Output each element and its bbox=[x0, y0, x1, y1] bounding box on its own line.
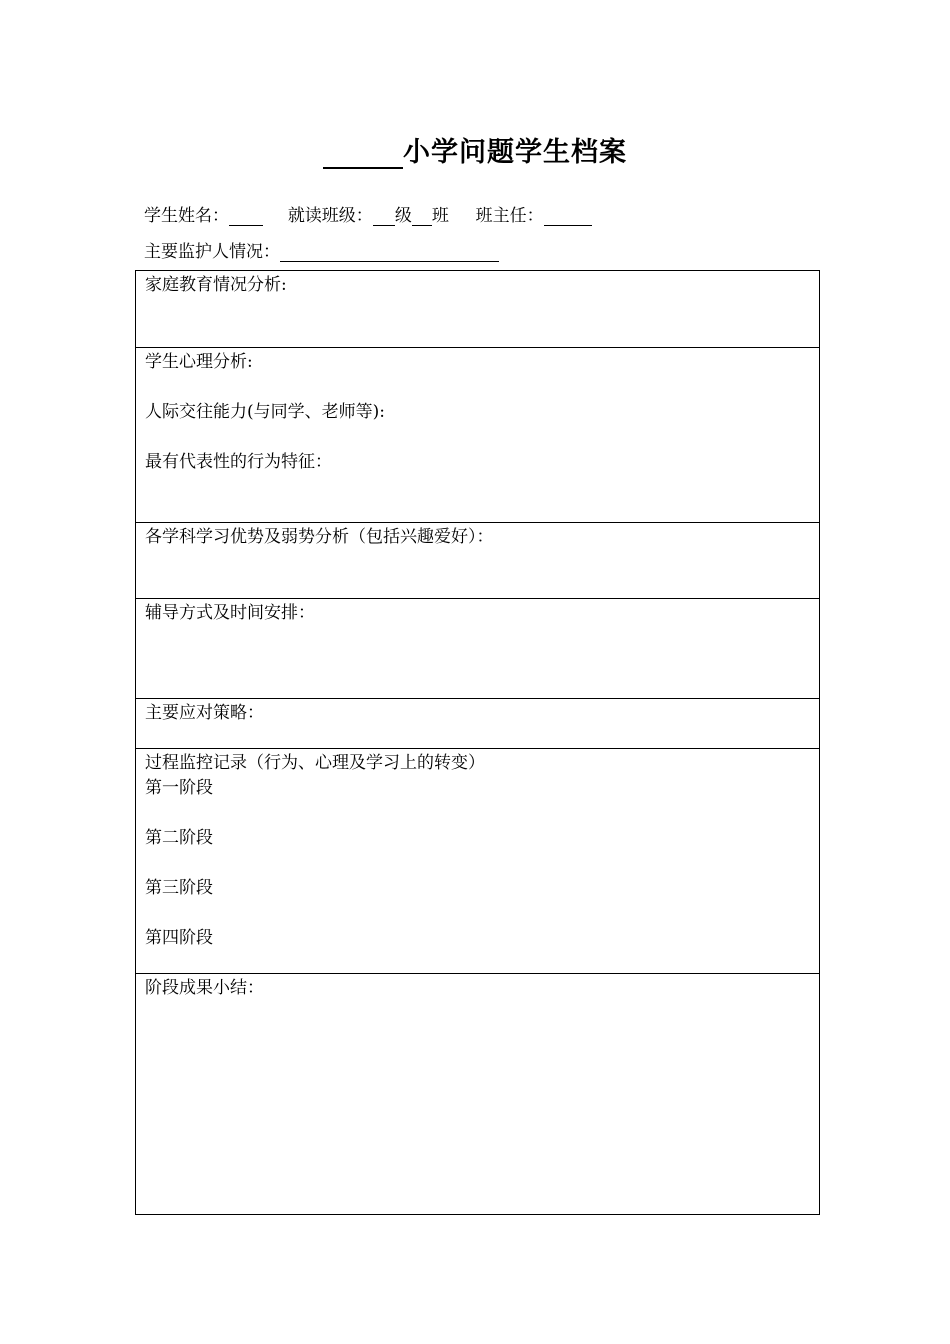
tutoring-section[interactable] bbox=[136, 598, 819, 698]
stage-4-label: 第四阶段 bbox=[145, 928, 213, 948]
subjects-label: 各学科学习优势及弱势分析（包括兴趣爱好）： bbox=[145, 527, 494, 547]
stage-1-label: 第一阶段 bbox=[145, 778, 213, 798]
grade-suffix: 级 bbox=[394, 206, 412, 226]
page-title-text: 小学问题学生档案 bbox=[403, 137, 627, 168]
page-title bbox=[0, 130, 950, 169]
tutoring-label: 辅导方式及时间安排： bbox=[145, 603, 315, 623]
stage-2-label: 第二阶段 bbox=[145, 828, 213, 848]
teacher-label: 班主任： bbox=[475, 206, 544, 226]
strategy-label: 主要应对策略： bbox=[145, 703, 264, 723]
record-table bbox=[135, 270, 820, 1215]
summary-label: 阶段成果小结： bbox=[145, 978, 264, 998]
class-blank[interactable] bbox=[412, 207, 432, 226]
guardian-row bbox=[144, 237, 499, 262]
summary-section[interactable] bbox=[136, 973, 819, 1214]
guardian-label: 主要监护人情况： bbox=[144, 242, 280, 262]
class-suffix: 班 bbox=[431, 206, 449, 226]
interpersonal-label: 人际交往能力(与同学、老师等): bbox=[145, 402, 385, 422]
class-label: 就读班级： bbox=[287, 206, 373, 226]
grade-blank[interactable] bbox=[373, 207, 395, 226]
student-name-label: 学生姓名： bbox=[144, 206, 229, 226]
guardian-blank[interactable] bbox=[280, 243, 499, 262]
family-label: 家庭教育情况分析: bbox=[145, 275, 287, 295]
family-section[interactable] bbox=[136, 271, 819, 347]
process-section[interactable] bbox=[136, 748, 819, 973]
school-name-blank[interactable] bbox=[323, 137, 403, 169]
stage-3-label: 第三阶段 bbox=[145, 878, 213, 898]
student-info-row bbox=[144, 201, 592, 226]
student-name-blank[interactable] bbox=[229, 207, 263, 226]
strategy-section[interactable] bbox=[136, 698, 819, 748]
process-label: 过程监控记录（行为、心理及学习上的转变） bbox=[145, 753, 485, 773]
psychology-section[interactable] bbox=[136, 347, 819, 522]
subjects-section[interactable] bbox=[136, 522, 819, 598]
psychology-label: 学生心理分析: bbox=[145, 352, 253, 372]
teacher-blank[interactable] bbox=[544, 207, 592, 226]
behavior-label: 最有代表性的行为特征： bbox=[145, 452, 332, 472]
